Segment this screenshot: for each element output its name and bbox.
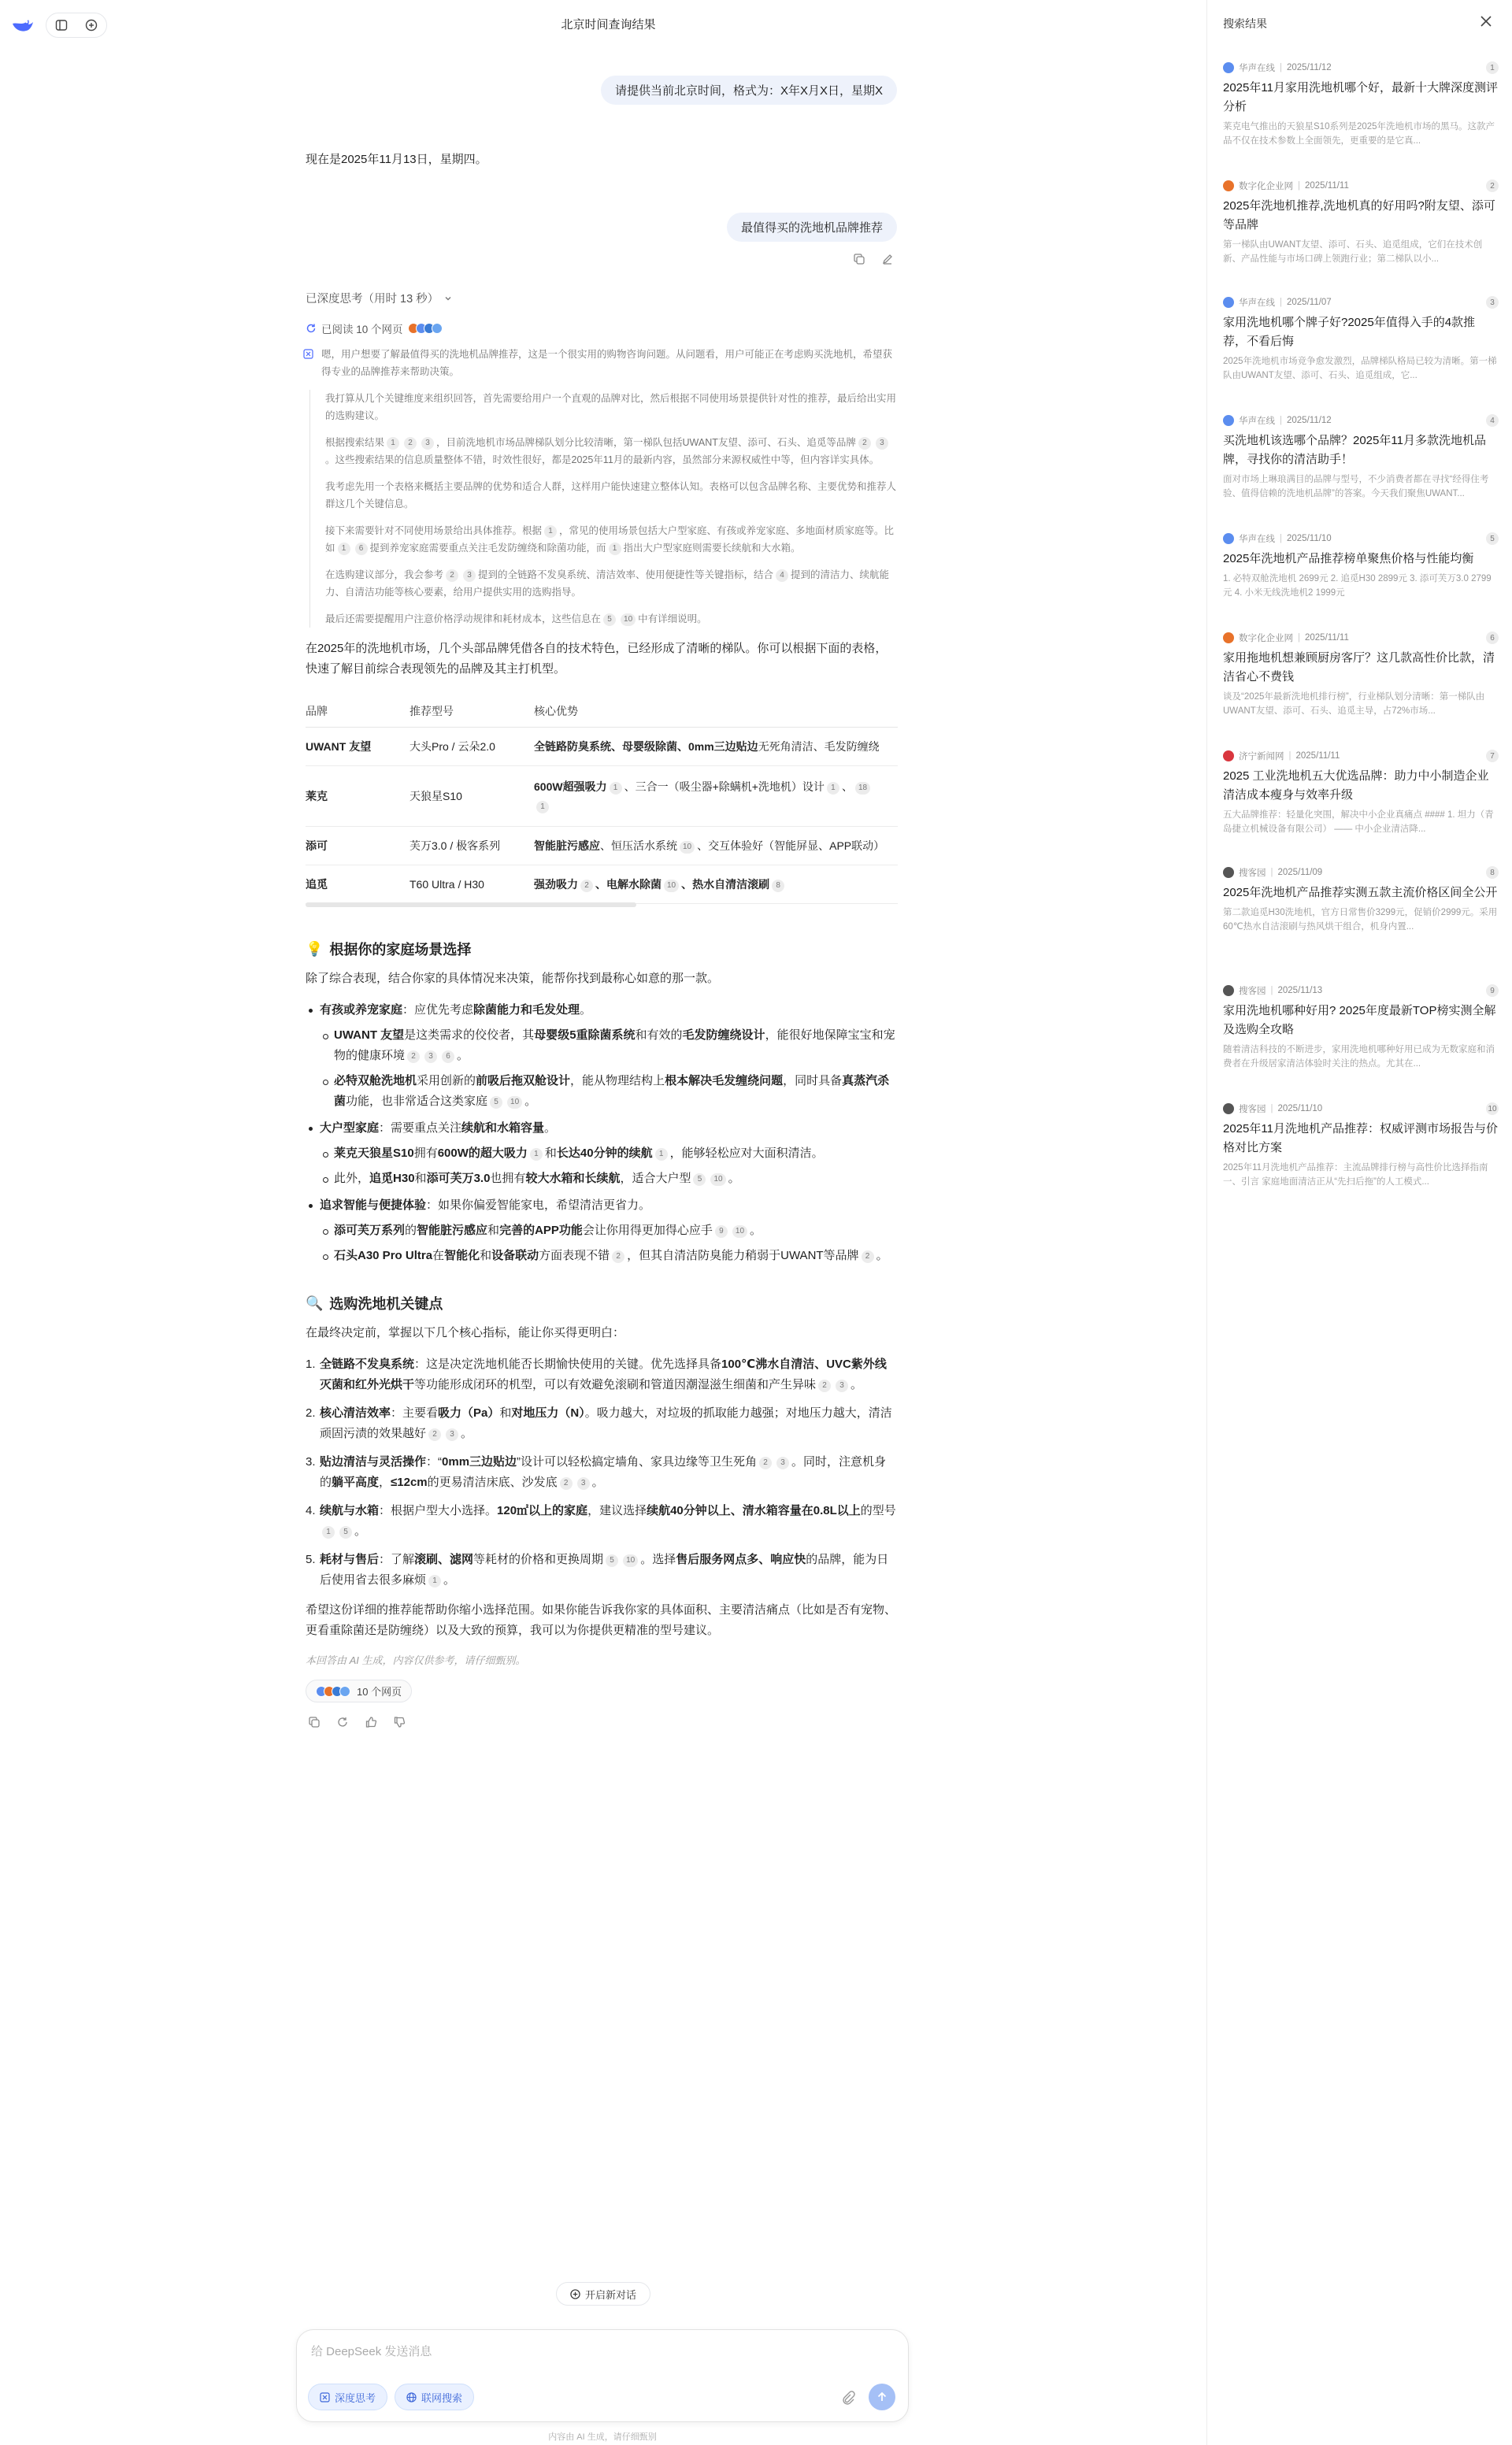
result-source: 数字化企业网 bbox=[1239, 182, 1293, 191]
result-snippet: 随着清洁科技的不断进步，家用洗地机哪种好用已成为无数家庭和消费者在升级居家清洁体验时关注的热点。尤其在... bbox=[1223, 1045, 1495, 1069]
advantage-cell: 600W超强吸力 1 、三合一（吸尘器+除螨机+洗地机）设计 1 、 18 1 bbox=[534, 766, 898, 827]
scenario-list bbox=[306, 1000, 898, 1266]
citation-badge[interactable]: 5 bbox=[603, 613, 616, 626]
site-favicon-icon bbox=[1223, 297, 1234, 308]
result-title[interactable]: 2025年11月家用洗地机哪个好，最新十大牌深度测评分析 bbox=[1223, 81, 1498, 113]
result-date: 2025/11/12 bbox=[1287, 63, 1332, 72]
assistant-answer-1: 现在是2025年11月13日，星期四。 bbox=[306, 153, 487, 166]
chat-title: 北京时间查询结果 bbox=[561, 18, 656, 31]
result-source: 华声在线 bbox=[1239, 417, 1275, 426]
result-source-row bbox=[1223, 750, 1499, 762]
search-result-item[interactable] bbox=[1223, 866, 1499, 934]
result-source-row bbox=[1223, 632, 1499, 644]
result-source: 华声在线 bbox=[1239, 535, 1275, 544]
search-result-item[interactable] bbox=[1223, 632, 1499, 718]
source-avatar bbox=[339, 1686, 350, 1697]
result-index-badge: 7 bbox=[1486, 750, 1499, 762]
brand-table-wrapper bbox=[306, 695, 898, 907]
result-date: 2025/11/11 bbox=[1295, 751, 1340, 761]
site-favicon-icon bbox=[1223, 985, 1234, 996]
result-index-badge: 5 bbox=[1486, 532, 1499, 545]
deep-think-toggle[interactable]: 深度思考 bbox=[308, 2384, 387, 2410]
citation-badge[interactable]: 1 bbox=[387, 437, 399, 450]
separator: | bbox=[1280, 63, 1282, 72]
search-result-item[interactable] bbox=[1223, 414, 1499, 501]
answer-intro: 在2025年的洗地机市场，几个头部品牌凭借各自的技术特色，已经形成了清晰的梯队。你可以根据下面的表格，快速了解目前综合表现领先的品牌及其主打机型。 bbox=[306, 642, 888, 676]
message-input[interactable] bbox=[311, 2341, 862, 2362]
result-source-row bbox=[1223, 180, 1499, 192]
send-button[interactable] bbox=[869, 2384, 895, 2410]
citation-badge[interactable]: 3 bbox=[424, 1050, 437, 1063]
message-composer bbox=[296, 2329, 909, 2422]
citation-badge[interactable]: 10 bbox=[732, 1225, 747, 1238]
result-date: 2025/11/13 bbox=[1277, 986, 1323, 995]
result-title[interactable]: 2025年洗地机推荐,洗地机真的好用吗?附友望、添可等品牌 bbox=[1223, 199, 1495, 232]
result-index-badge: 6 bbox=[1486, 632, 1499, 644]
result-source: 搜客园 bbox=[1239, 987, 1266, 996]
result-snippet: 五大品牌推荐：轻量化突围，解决中小企业真痛点 #### 1. 坦力（青岛捷立机械设备有限公司） —— 中小企业清洁降... bbox=[1223, 810, 1494, 834]
model-cell: 大头Pro / 云朵2.0 bbox=[410, 728, 534, 766]
result-source-row bbox=[1223, 866, 1499, 879]
list-item: 3. 贴边清洁与灵活操作：“0mm三边贴边”设计可以轻松搞定墙角、家具边缘等卫生死角 2 3 。同时，注意机身的躺平高度，≤12cm的更易清洁床底、沙发底 2 3 。 bbox=[306, 1455, 887, 1489]
result-index-badge: 10 bbox=[1486, 1102, 1499, 1115]
result-snippet: 面对市场上琳琅满目的品牌与型号，不少消费者都在寻找“经得住考验、值得信赖的洗地机品牌”的答案。今天我们聚焦UWANT... bbox=[1223, 475, 1489, 498]
result-snippet: 1. 必特双舱洗地机 2699元 2. 追觅H30 2899元 3. 添可芙万3.0 2799元 4. 小米无线洗地机2 1999元 bbox=[1223, 574, 1492, 598]
site-favicon-icon bbox=[1223, 180, 1234, 191]
citation-badge[interactable]: 3 bbox=[446, 1428, 458, 1441]
user-message-2: 最值得买的洗地机品牌推荐 bbox=[727, 213, 897, 242]
citation-badge[interactable]: 2 bbox=[560, 1477, 573, 1490]
citation-badge[interactable]: 1 bbox=[428, 1575, 441, 1587]
site-favicon-icon bbox=[1223, 62, 1234, 73]
citation-badge[interactable]: 2 bbox=[612, 1250, 624, 1263]
result-source: 搜客园 bbox=[1239, 1105, 1266, 1114]
search-result-item[interactable] bbox=[1223, 532, 1499, 600]
thinking-text: 根据搜索结果 1 2 3 ，目前洗地机市场品牌梯队划分比较清晰，第一梯队包括UWANT友望、添可、石头、追觅等品牌 2 3。这些搜索结果的信息质量整体不错，时效性很好，都是2025年11月的最新内容，虽然部分来源权威性中等，但内容详实具体。 bbox=[325, 434, 898, 469]
separator: | bbox=[1280, 416, 1282, 425]
citation-badge[interactable]: 6 bbox=[442, 1050, 454, 1063]
citation-badge[interactable]: 1 bbox=[536, 801, 549, 813]
citation-badge[interactable]: 2 bbox=[404, 437, 417, 450]
assistant-answer-2 bbox=[306, 290, 898, 1731]
brand-name: 添可 bbox=[306, 839, 328, 852]
regenerate-icon[interactable] bbox=[334, 1713, 351, 1731]
separator: | bbox=[1270, 868, 1273, 877]
site-favicon-icon bbox=[1223, 750, 1234, 761]
citation-badge[interactable]: 5 bbox=[339, 1526, 352, 1539]
close-icon[interactable] bbox=[1477, 13, 1495, 30]
table-header: 品牌 bbox=[306, 695, 410, 728]
citation-badge[interactable]: 18 bbox=[855, 782, 870, 795]
citation-badge[interactable]: 10 bbox=[507, 1096, 522, 1109]
thinking-text: 在选购建议部分，我会参考 2 3 提到的全链路不发臭系统、清洁效率、使用便捷性等关键指标，结合 4 提到的清洁力、续航能力、自清洁功能等核心要素，给用户提供实用的选购指导。 bbox=[325, 569, 890, 598]
result-index-badge: 2 bbox=[1486, 180, 1499, 192]
sources-chip[interactable]: 10 个网页 bbox=[306, 1680, 412, 1702]
citation-badge[interactable]: 4 bbox=[776, 569, 788, 582]
list-item: 必特双舱洗地机采用创新的前吸后拖双舱设计，能从物理结构上根本解决毛发缠绕问题，同时具备真蒸汽杀菌功能，也非常适合这类家庭 5 10 。 bbox=[320, 1071, 898, 1112]
search-result-item[interactable] bbox=[1223, 750, 1499, 836]
paperclip-icon[interactable] bbox=[840, 2390, 856, 2406]
result-index-badge: 3 bbox=[1486, 296, 1499, 309]
result-index-badge: 4 bbox=[1486, 414, 1499, 427]
citation-badge[interactable]: 2 bbox=[858, 437, 871, 450]
citation-badge[interactable]: 2 bbox=[818, 1380, 831, 1392]
thinking-text: 嗯，用户想要了解最值得买的洗地机品牌推荐，这是一个很实用的购物咨询问题。从问题看，用户可能正在考虑购买洗地机，希望获得专业的品牌推荐来帮助决策。 bbox=[321, 349, 893, 377]
result-title[interactable]: 2025年洗地机产品推荐榜单聚焦价格与性能均衡 bbox=[1223, 552, 1474, 565]
result-source: 华声在线 bbox=[1239, 298, 1275, 308]
search-summary[interactable] bbox=[306, 320, 898, 336]
citation-badge[interactable]: 5 bbox=[490, 1096, 502, 1109]
result-source-row bbox=[1223, 296, 1499, 309]
table-header: 推荐型号 bbox=[410, 695, 534, 728]
site-favicon-icon bbox=[1223, 1103, 1234, 1114]
globe-icon bbox=[406, 2392, 417, 2402]
separator: | bbox=[1270, 986, 1273, 995]
answer-actions bbox=[306, 1713, 898, 1731]
citation-badge[interactable]: 5 bbox=[606, 1554, 618, 1567]
advantage-cell: 强劲吸力 2 、电解水除菌 10 、热水自清洁滚刷 8 bbox=[534, 865, 898, 904]
list-item: 追求智能与便捷体验：如果你偏爱智能家电，希望清洁更省力。 添可芙万系列的智能脏污感应和完善的APP功能会让你用得更加得心应手 9 10 。 石头A30 Pro Ultra在智能化和设备联动方面表现不错 2 ，但其自清洁防臭能力稍弱于UWANT等品牌 2 。 bbox=[306, 1195, 898, 1266]
citation-badge[interactable]: 1 bbox=[655, 1148, 668, 1161]
citation-badge[interactable]: 5 bbox=[693, 1173, 706, 1186]
thinking-text: 我考虑先用一个表格来概括主要品牌的优势和适合人群，这样用户能快速建立整体认知。表格可以包含品牌名称、主要优势和推荐人群这几个关键信息。 bbox=[325, 481, 897, 509]
citation-badge[interactable]: 10 bbox=[623, 1554, 638, 1567]
result-snippet: 2025年11月洗地机产品推荐：主流品牌排行榜与高性价比选择指南 一、引言 家庭地面清洁正从“先扫后拖”的人工模式... bbox=[1223, 1163, 1488, 1187]
result-source: 济宁新闻网 bbox=[1239, 752, 1284, 761]
search-result-item[interactable] bbox=[1223, 296, 1499, 383]
citation-badge[interactable]: 9 bbox=[715, 1225, 728, 1238]
citation-badge[interactable]: 2 bbox=[407, 1050, 420, 1063]
advantage-cell: 全链路防臭系统、母婴级除菌、0mm三边贴边无死角清洁、毛发防缠绕 bbox=[534, 728, 898, 766]
result-source-row bbox=[1223, 414, 1499, 427]
result-date: 2025/11/10 bbox=[1277, 1104, 1323, 1113]
citation-badge[interactable]: 1 bbox=[610, 782, 622, 795]
citation-badge[interactable]: 1 bbox=[338, 543, 350, 555]
arrow-up-icon bbox=[876, 2391, 888, 2402]
footer-disclaimer: 内容由 AI 生成，请仔细甄别 bbox=[548, 2432, 657, 2442]
edit-icon[interactable] bbox=[879, 250, 896, 268]
search-result-item[interactable] bbox=[1223, 984, 1499, 1071]
list-item: 5. 耗材与售后：了解滚刷、滤网等耗材的价格和更换周期 5 10 。选择售后服务网点多、响应快的品牌，能为日后使用省去很多麻烦 1 。 bbox=[306, 1553, 889, 1587]
thinking-text: 我打算从几个关键维度来组织回答，首先需要给用户一个直观的品牌对比，然后根据不同使用场景提供针对性的推荐，最后给出实用的选购建议。 bbox=[325, 393, 897, 421]
chevron-down-icon bbox=[443, 294, 453, 303]
brand-table bbox=[306, 695, 898, 904]
citation-badge[interactable]: 10 bbox=[710, 1173, 725, 1186]
source-avatars bbox=[316, 1686, 350, 1697]
separator: | bbox=[1270, 1104, 1273, 1113]
thumbs-up-icon[interactable] bbox=[362, 1713, 380, 1731]
model-cell: T60 Ultra / H30 bbox=[410, 865, 534, 904]
list-item: UWANT 友望是这类需求的佼佼者，其母婴级5重除菌系统和有效的毛发防缠绕设计，能很好地保障宝宝和宠物的健康环境 2 3 6 。 bbox=[320, 1025, 898, 1066]
result-source-row bbox=[1223, 61, 1499, 74]
citation-badge[interactable]: 3 bbox=[463, 569, 476, 582]
result-date: 2025/11/07 bbox=[1287, 298, 1332, 307]
result-source: 华声在线 bbox=[1239, 64, 1275, 73]
search-summary-label: 已阅读 10 个网页 bbox=[321, 324, 403, 335]
result-source: 搜客园 bbox=[1239, 869, 1266, 878]
list-item: 2. 核心清洁效率：主要看吸力（Pa）和对地压力（N）。吸力越大，对垃圾的抓取能力越强；对地压力越大，清洁顽固污渍的效果越好 2 3 。 bbox=[306, 1406, 892, 1440]
separator: | bbox=[1288, 751, 1292, 761]
result-date: 2025/11/10 bbox=[1287, 534, 1332, 543]
section-intro: 在最终决定前，掌握以下几个核心指标，能让你买得更明白： bbox=[306, 1326, 625, 1339]
citation-badge[interactable]: 2 bbox=[428, 1428, 441, 1441]
brand-name: 莱克 bbox=[306, 790, 328, 802]
result-source-row bbox=[1223, 1102, 1499, 1115]
result-title[interactable]: 2025 工业洗地机五大优选品牌：助力中小制造企业清洁成本瘦身与效率升级 bbox=[1223, 769, 1489, 802]
separator: | bbox=[1280, 534, 1282, 543]
list-item: 石头A30 Pro Ultra在智能化和设备联动方面表现不错 2 ，但其自清洁防臭能力稍弱于UWANT等品牌 2 。 bbox=[320, 1246, 898, 1266]
search-refresh-icon bbox=[306, 323, 317, 334]
sources-chip-row bbox=[306, 1680, 898, 1702]
deep-think-icon bbox=[303, 349, 313, 359]
site-favicon-icon bbox=[1223, 632, 1234, 643]
closing-paragraph: 希望这份详细的推荐能帮助你缩小选择范围。如果你能告诉我你家的具体面积、主要清洁痛点（比如是否有宠物、更看重除菌还是防缠绕）以及大致的预算，我可以为你提供更精准的型号建议。 bbox=[306, 1603, 897, 1637]
user-message-actions bbox=[850, 250, 896, 268]
site-favicon-icon bbox=[1223, 533, 1234, 544]
citation-badge[interactable]: 1 bbox=[530, 1148, 543, 1161]
citation-badge[interactable]: 3 bbox=[421, 437, 434, 450]
result-snippet: 第二款追觅H30洗地机，官方日常售价3299元，促销价2999元。采用60℃热水自洁滚刷与热风烘干组合，机身内置... bbox=[1223, 908, 1498, 932]
ai-generated-note: 本回答由 AI 生成，内容仅供参考，请仔细甄别。 bbox=[306, 1654, 526, 1666]
result-title[interactable]: 买洗地机该选哪个品牌？2025年11月多款洗地机品牌，寻找你的清洁助手！ bbox=[1223, 434, 1486, 466]
search-result-item[interactable] bbox=[1223, 180, 1499, 266]
new-chat-button[interactable]: 开启新对话 bbox=[556, 2282, 650, 2306]
thinking-text: 最后还需要提醒用户注意价格浮动规律和耗材成本，这些信息在 5 10 中有详细说明。 bbox=[325, 613, 707, 624]
citation-badge[interactable]: 1 bbox=[827, 782, 839, 795]
source-avatars bbox=[408, 323, 443, 334]
result-index-badge: 8 bbox=[1486, 866, 1499, 879]
result-title[interactable]: 2025年11月洗地机产品推荐：权威评测市场报告与价格对比方案 bbox=[1223, 1122, 1498, 1154]
lightbulb-icon: 💡 bbox=[306, 940, 324, 957]
result-snippet: 2025年洗地机市场竞争愈发激烈，品牌梯队格局已较为清晰。第一梯队由UWANT友望、添可、石头、追觅组成，它... bbox=[1223, 357, 1497, 380]
citation-badge[interactable]: 2 bbox=[759, 1457, 772, 1469]
result-title[interactable]: 家用洗地机哪个牌子好?2025年值得入手的4款推荐，不看后悔 bbox=[1223, 316, 1476, 348]
site-favicon-icon bbox=[1223, 867, 1234, 878]
table-row bbox=[306, 728, 898, 766]
list-item: 有孩或养宠家庭：应优先考虑除菌能力和毛发处理。 UWANT 友望是这类需求的佼佼者，其母婴级5重除菌系统和有效的毛发防缠绕设计，能很好地保障宝宝和宠物的健康环境 2 3 6 。 必特双舱洗地机采用创新的前吸后拖双舱设计，能从物理结构上根本解决毛发缠绕问题，同时具备真蒸汽杀菌功能，也非常适合这类家庭 5 10 。 bbox=[306, 1000, 898, 1112]
citation-badge[interactable]: 2 bbox=[862, 1250, 874, 1263]
separator: | bbox=[1280, 298, 1282, 307]
brand-name: UWANT 友望 bbox=[306, 740, 372, 753]
web-search-toggle[interactable]: 联网搜索 bbox=[395, 2384, 474, 2410]
table-row bbox=[306, 865, 898, 904]
thinking-label: 已深度思考（用时 13 秒） bbox=[306, 293, 439, 306]
result-snippet: 谈及“2025年最新洗地机排行榜”，行业梯队划分清晰：第一梯队由UWANT友望、添可、石头、追觅主导，占72%市场... bbox=[1223, 692, 1485, 716]
list-item: 添可芙万系列的智能脏污感应和完善的APP功能会让你用得更加得心应手 9 10 。 bbox=[320, 1221, 898, 1241]
search-result-item[interactable] bbox=[1223, 1102, 1499, 1189]
result-source-row bbox=[1223, 984, 1499, 997]
model-cell: 芙万3.0 / 极客系列 bbox=[410, 827, 534, 865]
table-row bbox=[306, 766, 898, 827]
advantage-cell: 智能脏污感应、恒压活水系统 10 、交互体验好（智能屏显、APP联动） bbox=[534, 827, 898, 865]
result-date: 2025/11/11 bbox=[1305, 633, 1349, 643]
section-heading-buying-tips: 🔍 选购洗地机关键点 bbox=[306, 1295, 443, 1312]
result-source: 数字化企业网 bbox=[1239, 634, 1293, 643]
citation-badge[interactable]: 6 bbox=[355, 543, 368, 555]
result-snippet: 第一梯队由UWANT友望、添可、石头、追觅组成，它们在技术创新、产品性能与市场口碑上领跑行业；第二梯队以小... bbox=[1223, 240, 1483, 264]
citation-badge[interactable]: 10 bbox=[621, 613, 636, 626]
list-item: 1. 全链路不发臭系统：这是决定洗地机能否长期愉快使用的关键。优先选择具备100℃沸水自清洁、UVC紫外线灭菌和红外光烘干等功能形成闭环的机型，可以有效避免滚刷和管道因潮湿滋生细菌和产生异味 2 3 。 bbox=[306, 1358, 887, 1391]
panel-title: 搜索结果 bbox=[1223, 17, 1267, 30]
result-index-badge: 1 bbox=[1486, 61, 1499, 74]
result-title[interactable]: 家用拖地机想兼顾厨房客厅？这几款高性价比款，清洁省心不费钱 bbox=[1223, 651, 1495, 683]
search-result-item[interactable] bbox=[1223, 61, 1499, 148]
result-date: 2025/11/11 bbox=[1305, 181, 1349, 191]
citation-badge[interactable]: 1 bbox=[609, 543, 621, 555]
table-row bbox=[306, 827, 898, 865]
citation-badge[interactable]: 3 bbox=[577, 1477, 590, 1490]
result-title[interactable]: 家用洗地机哪种好用? 2025年度最新TOP榜实测全解及选购全攻略 bbox=[1223, 1004, 1496, 1036]
citation-badge[interactable]: 3 bbox=[836, 1380, 848, 1392]
plus-circle-icon bbox=[570, 2289, 580, 2299]
thinking-text: 接下来需要针对不同使用场景给出具体推荐。根据 1 ，常见的使用场景包括大户型家庭、有孩或养宠家庭、多地面材质家庭等。比如 1 6 提到养宠家庭需要重点关注毛发防缠绕和除菌功能，而 1 指出大户型家庭则需要长续航和大水箱。 bbox=[325, 525, 895, 554]
separator: | bbox=[1298, 181, 1300, 191]
copy-icon[interactable] bbox=[306, 1713, 323, 1731]
list-item: 4. 续航与水箱：根据户型大小选择。120㎡以上的家庭，建议选择续航40分钟以上、清水箱容量在0.8L以上的型号1 5 。 bbox=[306, 1504, 896, 1538]
table-header-row bbox=[306, 695, 898, 728]
magnifier-icon: 🔍 bbox=[306, 1295, 324, 1311]
table-horizontal-scrollbar[interactable] bbox=[306, 902, 636, 907]
result-source-row bbox=[1223, 532, 1499, 545]
deep-think-icon bbox=[320, 2392, 330, 2402]
citation-badge[interactable]: 2 bbox=[580, 880, 593, 892]
site-favicon-icon bbox=[1223, 415, 1234, 426]
thinking-content bbox=[306, 346, 898, 628]
result-title[interactable]: 2025年洗地机产品推荐实测五款主流价格区间全公开 bbox=[1223, 886, 1498, 899]
citation-badge[interactable]: 2 bbox=[446, 569, 458, 582]
list-item: 大户型家庭：需要重点关注续航和水箱容量。 莱克天狼星S10拥有600W的超大吸力 1 和长达40分钟的续航 1 ，能够轻松应对大面积清洁。 此外，追觅H30和添可芙万3.0也拥有较大水箱和长续航，适合大户型 5 10 。 bbox=[306, 1118, 898, 1189]
citation-badge[interactable]: 1 bbox=[322, 1526, 335, 1539]
thinking-paragraph-1 bbox=[306, 346, 898, 380]
source-avatar bbox=[432, 323, 443, 334]
citation-badge[interactable]: 10 bbox=[664, 880, 679, 892]
section-intro: 除了综合表现，结合你家的具体情况来决策，能帮你找到最称心如意的那一款。 bbox=[306, 972, 720, 985]
table-header: 核心优势 bbox=[534, 695, 898, 728]
section-heading-scenario: 💡 根据你的家庭场景选择 bbox=[306, 940, 472, 958]
citation-badge[interactable]: 8 bbox=[772, 880, 784, 892]
citation-badge[interactable]: 3 bbox=[776, 1457, 789, 1469]
thinking-toggle[interactable] bbox=[306, 290, 898, 306]
search-results-panel bbox=[1206, 0, 1512, 2445]
separator: | bbox=[1298, 633, 1300, 643]
buying-tips-list bbox=[306, 1354, 898, 1591]
result-index-badge: 9 bbox=[1486, 984, 1499, 997]
result-snippet: 莱克电气推出的天狼星S10系列是2025年洗地机市场的黑马。这款产品不仅在技术参数上全面领先，更重要的是它真... bbox=[1223, 122, 1495, 146]
copy-icon[interactable] bbox=[850, 250, 868, 268]
model-cell: 天狼星S10 bbox=[410, 766, 534, 827]
citation-badge[interactable]: 3 bbox=[876, 437, 888, 450]
citation-badge[interactable]: 10 bbox=[680, 841, 695, 854]
list-item: 莱克天狼星S10拥有600W的超大吸力 1 和长达40分钟的续航 1 ，能够轻松应对大面积清洁。 bbox=[320, 1143, 898, 1164]
brand-name: 追觅 bbox=[306, 878, 328, 891]
citation-badge[interactable]: 1 bbox=[544, 525, 557, 538]
thumbs-down-icon[interactable] bbox=[391, 1713, 408, 1731]
result-date: 2025/11/12 bbox=[1287, 416, 1332, 425]
list-item: 此外，追觅H30和添可芙万3.0也拥有较大水箱和长续航，适合大户型 5 10 。 bbox=[320, 1169, 898, 1189]
user-message-1: 请提供当前北京时间，格式为：X年X月X日，星期X bbox=[601, 76, 897, 105]
result-date: 2025/11/09 bbox=[1277, 868, 1323, 877]
thinking-paragraphs bbox=[309, 390, 898, 628]
